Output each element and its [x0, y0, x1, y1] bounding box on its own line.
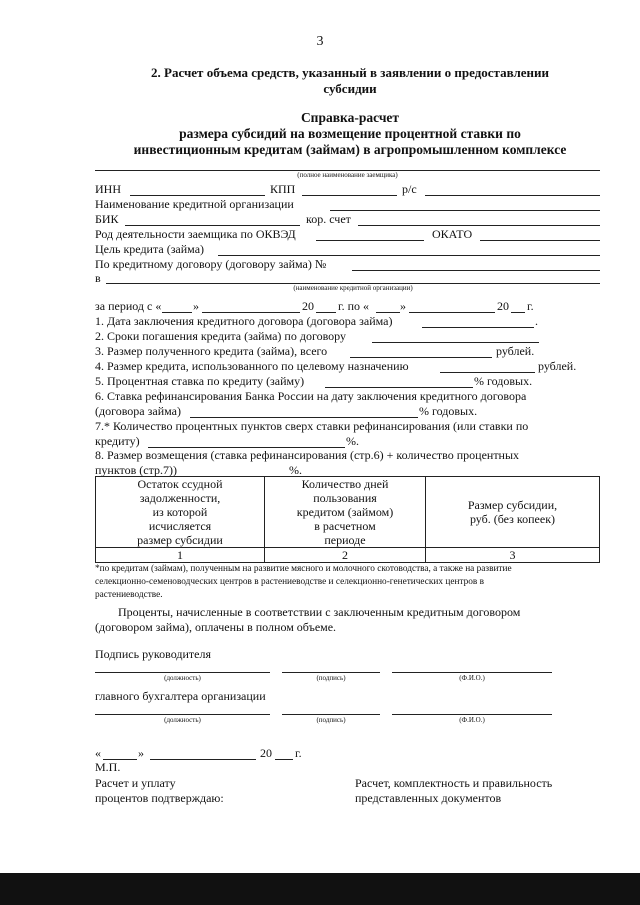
page-number: 3 [316, 34, 324, 49]
table-col-number-1: 1 [96, 548, 265, 563]
date-quote-open: « [95, 746, 101, 760]
credit-org-field[interactable] [330, 210, 600, 211]
confirm-right-line1: Расчет, комплектность и правильность [355, 776, 553, 790]
item-7-end: %. [346, 434, 359, 448]
period-to-month-field[interactable] [409, 312, 495, 313]
item-4-label: 4. Размер кредита, использованного по целевому назначению [95, 359, 409, 373]
head-fio-caption: (Ф.И.О.) [459, 674, 485, 682]
accountant-signature-field[interactable] [282, 714, 380, 715]
inn-field[interactable] [130, 195, 265, 196]
table-col-number-3: 3 [426, 548, 600, 563]
col1-line4: исчисляется [148, 519, 212, 533]
item-6-end: % годовых. [419, 404, 478, 418]
col1-line2: задолженности, [139, 491, 221, 505]
col1-line1: Остаток ссудной [137, 477, 223, 491]
period-g: г. [527, 299, 534, 313]
item-8-label: 8. Размер возмещения (ставка рефинансирования (стр.6) + количество процентных [95, 448, 520, 462]
confirm-left-line2: процентов подтверждаю: [95, 791, 224, 805]
paid-statement-line2: (договором займа), оплачены в полном объеме. [95, 620, 337, 634]
rs-label: р/с [402, 182, 417, 196]
item-1-end: . [535, 314, 538, 328]
accountant-signature-caption: (подпись) [316, 716, 346, 724]
kor-field[interactable] [358, 225, 600, 226]
item-2-field[interactable] [372, 342, 539, 343]
item-1-field[interactable] [422, 327, 534, 328]
head-position-caption: (должность) [164, 674, 201, 682]
accountant-fio-caption: (Ф.И.О.) [459, 716, 485, 724]
table-col-number-2: 2 [265, 548, 426, 563]
period-to-day-field[interactable] [376, 312, 400, 313]
footnote-line3: растениеводстве. [95, 590, 163, 600]
period-to-label: г. по « [338, 299, 369, 313]
contract-label: По кредитному договору (договору займа) № [95, 257, 327, 271]
period-from-year-field[interactable] [316, 312, 336, 313]
okved-label: Род деятельности заемщика по ОКВЭД [95, 227, 296, 241]
item-2-label: 2. Сроки погашения кредита (займа) по договору [95, 329, 346, 343]
period-from-label: за период с « [95, 299, 162, 313]
item-3-field[interactable] [350, 357, 492, 358]
col2-line3: кредитом (займом) [296, 505, 394, 519]
col2-line1: Количество дней [301, 477, 389, 491]
head-fio-field[interactable] [392, 672, 552, 673]
confirm-left-line1: Расчет и уплату [95, 776, 176, 790]
kpp-label: КПП [270, 182, 296, 196]
head-position-field[interactable] [95, 672, 270, 673]
section-title-line2: субсидии [323, 81, 377, 96]
credit-org-label: Наименование кредитной организации [95, 197, 294, 211]
item-6-label: 6. Ставка рефинансирования Банка России на дату заключения кредитного договора [95, 389, 527, 403]
item-8-end: %. [289, 463, 302, 477]
period-from-month-field[interactable] [202, 312, 300, 313]
okato-field[interactable] [480, 240, 600, 241]
bik-field[interactable] [125, 225, 300, 226]
period-quote-1: » [193, 299, 199, 313]
date-year-prefix: 20 [260, 746, 272, 760]
contract-number-field[interactable] [352, 270, 600, 271]
accountant-position-caption: (должность) [164, 716, 201, 724]
table-header-col1 [96, 477, 265, 548]
purpose-field[interactable] [218, 255, 600, 256]
col2-line5: периоде [324, 533, 366, 547]
kor-label: кор. счет [306, 212, 351, 226]
paid-statement-line1: Проценты, начисленные в соответствии с заключенным кредитным договором [118, 605, 521, 619]
doc-title: Справка-расчет [300, 110, 400, 125]
period-quote-2: » [400, 299, 406, 313]
item-5-end: % годовых. [474, 374, 533, 388]
col1-line3: из которой [152, 505, 208, 519]
bik-label: БИК [95, 212, 119, 226]
col3-line2: руб. (без копеек) [469, 512, 556, 526]
item-3-label: 3. Размер полученного кредита (займа), всего [95, 344, 328, 358]
accountant-position-field[interactable] [95, 714, 270, 715]
item-4-field[interactable] [440, 372, 535, 373]
date-g: г. [295, 746, 302, 760]
item-3-end: рублей. [496, 344, 535, 358]
item-1-label: 1. Дата заключения кредитного договора (договора займа) [95, 314, 393, 328]
head-signature-caption: (подпись) [316, 674, 346, 682]
item-6-label-cont: (договора займа) [95, 404, 181, 418]
date-year-field[interactable] [275, 759, 293, 760]
creditor-caption: (наименование кредитной организации) [293, 284, 413, 292]
footnote-line2: селекционно-семеноводческих центров в растениеводстве и селекционно-генетических центров в [95, 577, 485, 587]
in-label: в [95, 271, 101, 285]
table-header-col2 [265, 477, 426, 548]
table-header-col3 [426, 477, 600, 548]
borrower-caption: (полное наименование заемщика) [297, 171, 398, 179]
item-7-label-cont: кредиту) [95, 434, 140, 448]
section-title-line1: 2. Расчет объема средств, указанный в заявлении о предоставлении [151, 65, 549, 80]
accountant-fio-field[interactable] [392, 714, 552, 715]
confirm-right-line2: представленных документов [355, 791, 502, 805]
period-year-2: 20 [497, 299, 509, 313]
col1-line5: размер субсидии [137, 533, 223, 547]
period-year-1: 20 [302, 299, 314, 313]
doc-subtitle-line1: размера субсидий на возмещение процентной ставки по [179, 126, 521, 141]
okato-label: ОКАТО [432, 227, 473, 241]
purpose-label: Цель кредита (займа) [95, 242, 205, 256]
item-8-label-cont: пунктов (стр.7)) [95, 463, 177, 477]
subsidy-table [95, 476, 600, 563]
date-month-field[interactable] [150, 759, 256, 760]
accountant-signature-label: главного бухгалтера организации [95, 689, 266, 703]
col3-line1: Размер субсидии, [467, 498, 558, 512]
stamp-place: М.П. [95, 760, 121, 774]
item-7-label: 7.* Количество процентных пунктов сверх ставки рефинансирования (или ставки по [95, 419, 529, 433]
period-from-day-field[interactable] [162, 312, 192, 313]
col2-line2: пользования [313, 491, 377, 505]
item-4-end: рублей. [538, 359, 577, 373]
item-5-label: 5. Процентная ставка по кредиту (займу) [95, 374, 305, 388]
rs-field[interactable] [425, 195, 600, 196]
period-to-year-field[interactable] [511, 312, 525, 313]
okved-field[interactable] [316, 240, 424, 241]
inn-label: ИНН [95, 182, 121, 196]
date-quote-close: » [138, 746, 144, 760]
head-signature-label: Подпись руководителя [95, 647, 211, 661]
col2-line4: в расчетном [314, 519, 376, 533]
item-6-field[interactable] [190, 417, 418, 418]
footnote-line1: *по кредитам (займам), полученным на развитие мясного и молочного скотоводства, а также на развитие [95, 564, 512, 574]
kpp-field[interactable] [302, 195, 397, 196]
item-5-field[interactable] [325, 387, 473, 388]
doc-subtitle-line2: инвестиционным кредитам (займам) в агропромышленном комплексе [133, 142, 567, 157]
head-signature-field[interactable] [282, 672, 380, 673]
scan-bottom-border [0, 873, 640, 905]
